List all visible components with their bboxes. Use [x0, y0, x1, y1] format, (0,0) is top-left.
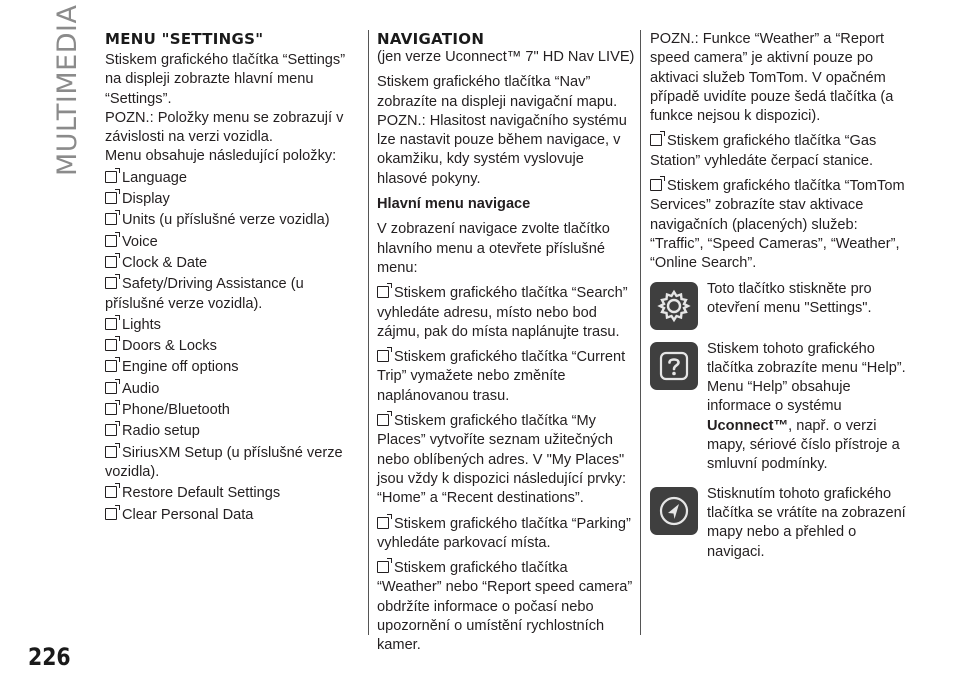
bullet-square-icon — [377, 286, 389, 298]
list-item: Clear Personal Data — [105, 506, 360, 525]
settings-list-intro: Menu obsahuje následující položky: — [105, 148, 337, 165]
bullet-square-icon — [105, 235, 117, 247]
settings-button-text: Toto tlačítko stiskněte pro otevření menu "Settings". — [707, 280, 872, 316]
list-item: SiriusXM Setup (u příslušné verze vozidla). — [105, 444, 343, 480]
bullet-square-icon — [105, 171, 117, 183]
settings-gear-icon — [650, 282, 698, 330]
bullet-square-icon — [105, 424, 117, 436]
list-item: Language — [105, 169, 360, 188]
list-item: Radio setup — [105, 422, 360, 441]
list-item: Stiskem grafického tlačítka “Parking” vyhledáte parkovací místa. — [377, 515, 631, 551]
page-number: 226 — [28, 643, 71, 671]
navigation-version-note: (jen verze Uconnect™ 7" HD Nav LIVE) — [377, 49, 635, 65]
navigation-main-menu-intro: V zobrazení navigace zvolte tlačítko hlavního menu a otevřete příslušné menu: — [377, 221, 610, 276]
list-item: Display — [105, 190, 360, 209]
navigation-main-menu-heading: Hlavní menu navigace — [377, 196, 531, 213]
list-item: Stiskem grafického tlačítka “Gas Station” vyhledáte čerpací stanice. — [650, 133, 877, 169]
bullet-square-icon — [105, 277, 117, 289]
section-side-label: MULTIMEDIA — [52, 4, 83, 176]
bullet-square-icon — [105, 318, 117, 330]
back-button-text: Stisknutím tohoto grafického tlačítka se vrátíte na zobrazení mapy nebo a přehled o navigaci. — [707, 485, 906, 560]
bullet-square-icon — [377, 517, 389, 529]
list-item: Audio — [105, 380, 360, 399]
weather-service-note: POZN.: Funkce “Weather” a “Report speed camera” je aktivní pouze po aktivaci služeb TomTom. V opačném případě uvidíte pouze šedá tlačítka (a funkce nejsou k dispozici). — [650, 31, 894, 125]
bullet-square-icon — [650, 134, 662, 146]
list-item: Stiskem grafického tlačítka “Search” vyhledáte adresu, místo nebo bod zájmu, pak do místa naplánujte trasu. — [377, 285, 628, 340]
list-item: Units (u příslušné verze vozidla) — [105, 211, 360, 230]
settings-note: POZN.: Položky menu se zobrazují v závislosti na verzi vozidla. — [105, 109, 344, 146]
column-divider-left — [368, 30, 369, 635]
settings-intro: Stiskem grafického tlačítka “Settings” na displeji zobrazte hlavní menu “Settings”. — [105, 52, 346, 107]
help-button-description — [650, 340, 912, 475]
list-item: Stiskem grafického tlačítka “Current Trip” vymažete nebo změníte naplánovanou trasu. — [377, 349, 626, 404]
bullet-square-icon — [105, 446, 117, 458]
list-item: Safety/Driving Assistance (u příslušné verze vozidla). — [105, 276, 304, 312]
list-item: Phone/Bluetooth — [105, 401, 360, 420]
back-button-description — [650, 485, 912, 562]
bullet-square-icon — [105, 360, 117, 372]
list-item: Stiskem grafického tlačítka “My Places” vytvoříte seznam užitečných nebo oblíbených adres. V "My Places" jsou vždy k dispozici následující prvky: “Home” a “Recent destinations”. — [377, 413, 627, 507]
navigation-arrow-icon — [650, 487, 698, 535]
help-question-icon — [650, 342, 698, 390]
list-item: Clock & Date — [105, 254, 360, 273]
bullet-square-icon — [105, 382, 117, 394]
bullet-square-icon — [105, 403, 117, 415]
list-item: Doors & Locks — [105, 337, 360, 356]
bullet-square-icon — [105, 256, 117, 268]
navigation-intro: Stiskem grafického tlačítka “Nav” zobrazíte na displeji navigační mapu. — [377, 74, 618, 110]
bullet-square-icon — [377, 414, 389, 426]
list-item: Engine off options — [105, 358, 360, 377]
bullet-square-icon — [105, 192, 117, 204]
settings-menu-column — [105, 30, 360, 527]
bullet-square-icon — [377, 350, 389, 362]
list-item: Voice — [105, 233, 360, 252]
bullet-square-icon — [105, 213, 117, 225]
column-divider-right — [640, 30, 641, 635]
navigation-title: NAVIGATION — [377, 30, 485, 48]
bullet-square-icon — [105, 486, 117, 498]
settings-items-list — [105, 169, 360, 525]
bullet-square-icon — [377, 561, 389, 573]
navigation-column — [377, 30, 635, 662]
list-item: Lights — [105, 316, 360, 335]
list-item: Restore Default Settings — [105, 484, 360, 503]
navigation-continued-column — [650, 30, 912, 566]
list-item: Stiskem grafického tlačítka “TomTom Services” zobrazíte stav aktivace navigačních (placených) služeb: “Traffic”, “Speed Cameras”, “Weather”, “Online Search”. — [650, 178, 905, 272]
bullet-square-icon — [650, 179, 662, 191]
navigation-note: POZN.: Hlasitost navigačního systému lze nastavit pouze během navigace, v okamžiku, kdy systém vyslovuje hlasové pokyny. — [377, 112, 627, 187]
help-button-text: Stiskem tohoto grafického tlačítka zobrazíte menu “Help”. Menu “Help” obsahuje informace o systému Uconnect™, např. o verzi mapy, sériové číslo přístroje a smluvní podmínky. — [707, 340, 906, 473]
list-item: Stiskem grafického tlačítka “Weather” nebo “Report speed camera” obdržíte informace o počasí nebo upozornění o umístění rychlostních kamer. — [377, 560, 633, 654]
settings-menu-title: MENU "SETTINGS" — [105, 30, 264, 48]
bullet-square-icon — [105, 508, 117, 520]
bullet-square-icon — [105, 339, 117, 351]
settings-button-description — [650, 280, 912, 330]
